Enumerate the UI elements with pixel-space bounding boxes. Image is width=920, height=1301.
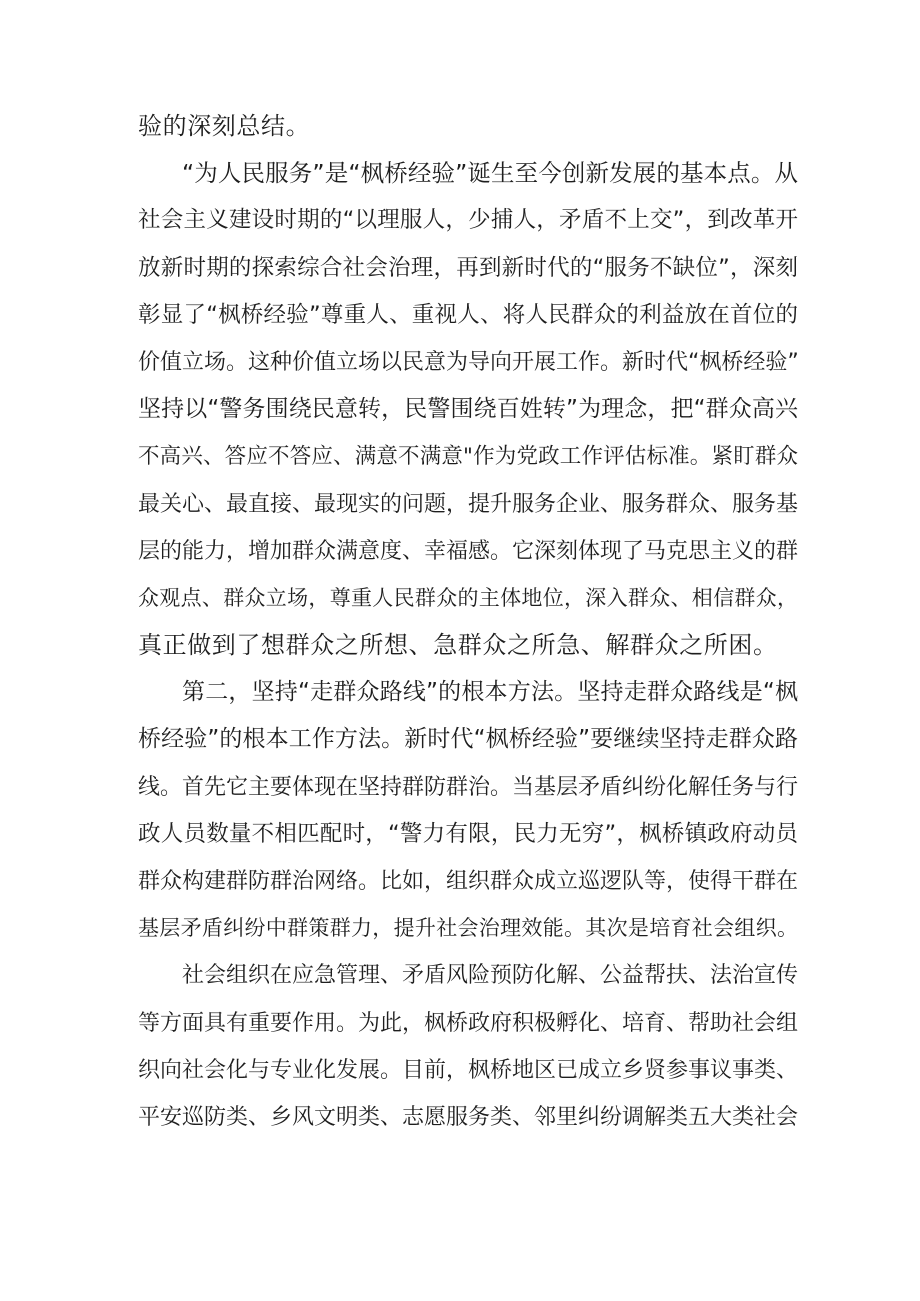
text-line: 价值立场。这种价值立场以民意为导向开展工作。新时代“枫桥经验” <box>138 349 799 375</box>
text-line: 彰显了“枫桥经验”尊重人、重视人、将人民群众的利益放在首位的 <box>138 301 798 328</box>
text-line: 不高兴、答应不答应、满意不满意"作为党政工作评估标准。紧盯群众 <box>138 444 798 470</box>
text-line: 基层矛盾纠纷中群策群力，提升社会治理效能。其次是培育社会组织。 <box>138 916 798 941</box>
text-line: 验的深刻总结。 <box>138 112 311 140</box>
text-line: 群众构建群防群治网络。比如，组织群众成立巡逻队等，使得干群在 <box>138 869 799 894</box>
text-line: 第二，坚持“走群众路线”的根本方法。坚持走群众路线是“枫 <box>182 679 798 706</box>
text-line: 织向社会化与专业化发展。目前，枫桥地区已成立乡贤参事议事类、 <box>138 1057 799 1083</box>
text-line: 层的能力，增加群众满意度、幸福感。它深刻体现了马克思主义的群 <box>138 538 799 564</box>
text-line: 社会组织在应急管理、矛盾风险预防化解、公益帮扶、法治宣传 <box>182 963 799 989</box>
text-line: 政人员数量不相匹配时，“警力有限，民力无穷”，枫桥镇政府动员 <box>138 820 798 847</box>
text-line: 放新时期的探索综合社会治理，再到新时代的“服务不缺位”，深刻 <box>138 254 798 281</box>
text-line: 社会主义建设时期的“以理服人，少捕人，矛盾不上交”，到改革开 <box>138 207 798 234</box>
text-line: 等方面具有重要作用。为此，枫桥政府积极孵化、培育、帮助社会组 <box>138 1010 799 1036</box>
text-line: 平安巡防类、乡风文明类、志愿服务类、邻里纠纷调解类五大类社会 <box>138 1104 799 1130</box>
text-line: “为人民服务”是“枫桥经验”诞生至今创新发展的基本点。从 <box>182 159 798 188</box>
text-line: 真正做到了想群众之所想、急群众之所急、解群众之所困。 <box>138 631 778 660</box>
text-line: 线。首先它主要体现在坚持群防群治。当基层矛盾纠纷化解任务与行 <box>138 774 799 800</box>
text-line: 桥经验”的根本工作方法。新时代“枫桥经验”要继续坚持走群众路 <box>138 726 798 753</box>
text-line: 最关心、最直接、最现实的问题，提升服务企业、服务群众、服务基 <box>138 491 799 517</box>
text-line: 坚持以“警务围绕民意转，民警围绕百姓转”为理念，把“群众高兴 <box>138 396 798 423</box>
text-line: 众观点、群众立场，尊重人民群众的主体地位，深入群众、相信群众， <box>138 585 798 610</box>
body-text <box>138 103 798 1141</box>
